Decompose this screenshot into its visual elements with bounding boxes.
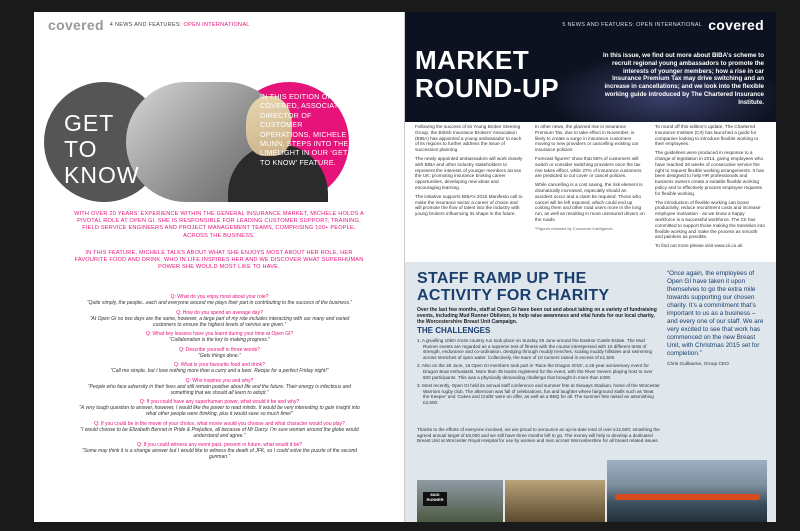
qa-list bbox=[78, 294, 361, 464]
paragraph: The introduction of flexible working can boost productivity, reduce recruitment costs and increase employee motivation - as we know a happy workforce is a successful workforce. The CII has committed to support those making the transition into flexible working and make the process as smooth and painless as possible. bbox=[655, 199, 765, 240]
paragraph: In other news, the planned rise in Insurance Premium Tax, due to take effect in November, is likely to create a surge in insurance customers moving to new providers or cancelling existing car insurance policies. bbox=[535, 124, 639, 153]
question: Q: If you could be in the movie of your choice, what movie would you choose and what character would you play? bbox=[94, 420, 345, 427]
column-1 bbox=[415, 124, 525, 252]
answer: “Quite simply, the people...each and everyone around me plays their part in contributing to the success of the business.” bbox=[86, 300, 353, 307]
quote-attribution: Chris Guillaume, Group CEO bbox=[667, 362, 729, 367]
question: Q: What do you enjoy most about your role? bbox=[170, 294, 269, 300]
answer: “Collaboration is the key to making progress.” bbox=[169, 337, 270, 344]
brand-logo: covered bbox=[708, 17, 764, 33]
paragraph: Following the success of its Young Broker Steering Group, the British Insurance Brokers’ Association (BIBA) has appointed a young ambassador to each of its regions to further address the issue of succession planning. bbox=[415, 124, 522, 153]
market-columns bbox=[415, 124, 765, 252]
paragraph: The initiative supports BIBA’s 2015 Manifesto call to make the insurance sector a career of choice and will promote the flow of talent into the industry with young brokers influencing its shape in the future. bbox=[415, 193, 523, 217]
charity-lead: Over the last few months, staff at Open GI have been out and about taking on a variety of fundraising events, including Mud Runner Oblivion, to help raise awareness and vital funds for our local charity, the Worcestershire Breast Unit Campaign. bbox=[417, 307, 657, 326]
get-to-know-banner bbox=[34, 82, 405, 202]
list-item: 2. Also on the 28 June, 16 Open GI members took part in ‘Race the Dragon 2015’, a 25-year anniversary event for Dragon Boat enthusiasts. More than 35 teams registered for the event, with the River Severn playing host to over 600 participants. This was a physically demanding challenge that brought in more than £300. bbox=[417, 363, 653, 380]
mud-runner-sign: MUD RUNNER bbox=[423, 492, 447, 506]
right-header bbox=[562, 17, 764, 33]
list-item: 3. Most recently, Open GI held its annual staff conference and summer fete at Sixways Stadium, home of the Worcester Warriors rugby club. The afternoon was full of celebrations, fun and laughter where fairground stalls such as ‘Beat the Keeper’ and ‘Cakes and Crafts’ were on offer, as well as a BBQ for all. The summer fete raised an astonishing £2,500. bbox=[417, 383, 660, 405]
question: Q: What key lessons have you learnt during your time at Open GI? bbox=[145, 331, 294, 337]
right-page bbox=[405, 12, 776, 522]
get-to-know-title: GET TO KNOW bbox=[64, 110, 140, 188]
running-head: 4 NEWS AND FEATURES: bbox=[109, 22, 184, 28]
market-intro: In this issue, we find out more about BIBA’s scheme to recruit regional young ambassadors to promote the interests of younger members; how a rise in car Insurance Premium Tax may drive switching and an increase in cancellations; and we look into the flexible working guide introduced by The Chartered Insurance Institute. bbox=[602, 52, 764, 106]
paragraph: While cancelling is a cost saving, the risk element is dramatically increased, especially should an accident occur and a claim be required. Those who cancel will be left exposed, which could end up costing them and other road users more in the long run, as well as resulting in more uninsured drivers on the roads. bbox=[535, 182, 645, 222]
paragraph: The newly appointed ambassadors will work closely with BIBA and other industry stakeholders to represent the interests of younger members across the UK; promoting insurance broking career opportunities, developing new ideas and encouraging learning. bbox=[415, 155, 523, 190]
column-3 bbox=[655, 124, 765, 252]
charity-section bbox=[405, 262, 776, 522]
paragraph: To round off this edition’s update, The Chartered Insurance Institute (CII) has launched a guide for companies looking to introduce flexible working to their employees. bbox=[655, 124, 759, 147]
running-head-section: OPEN INTERNATIONAL bbox=[183, 22, 250, 28]
paragraph: The guidelines were produced in response to a change of legislation in 2014, giving employees who have reached 26 weeks of consecutive service the right to request flexible working arrangements. It has been designed to help HR professionals and business owners create a suitable flexible working policy and to effectively process employee requests for flexible working. bbox=[655, 150, 764, 196]
answer: “People who face adversity in their lives and still remain positive about life and the future. Their energy is infectious and something that we should all learn to adopt.” bbox=[87, 383, 352, 396]
answer: “A very tough question to answer, however, I would like the power to read minds. It would be very interesting to gain insight into what other people were thinking, plus it would save so much time!” bbox=[79, 405, 360, 418]
left-header bbox=[48, 17, 250, 33]
quote-text: “Once again, the employees of Open GI have taken it upon themselves to go the extra mile towards supporting our chosen charity. It’s a commitment that’s important to us as a business – and every one of our staff. We are very excited to see that work has commenced on the new Breast Unit, with Christmas 2015 set for completion.” bbox=[667, 270, 764, 357]
charity-closing: Thanks to the efforts of everyone involved, we are proud to announce an up-to-date total of over £12,500; smashing the agreed annual target of £8,000 and we still have three months left to go. The money will help to develop a dedicated Breast Unit at Worcester Royal Hospital for use by women and men across Worcestershire for all breast related issues. bbox=[417, 427, 660, 444]
left-page bbox=[34, 12, 405, 522]
challenges-heading: THE CHALLENGES bbox=[417, 326, 491, 335]
question: Q: Describe yourself in three words? bbox=[179, 346, 260, 353]
answer: “Some may think it is a strange answer but I would like to witness the death of JFK, so I could solve the puzzle of the second gunman.” bbox=[81, 448, 358, 461]
answer: “Call me simple, but I love nothing more than a curry and a beer. Recipe for a perfect Friday night!” bbox=[110, 368, 329, 375]
paragraph: Forecast figures* show that 56% of customers will switch or consider switching providers once the tax rise takes effect, while 27% of insurance customers are predicted to cut cover or cancel policies. bbox=[535, 155, 642, 179]
feature-intro: IN THIS EDITION OF COVERED, ASSOCIATE DIRECTOR OF CUSTOMER OPERATIONS, MICHELE MUNN, STEPS INTO THE LIMELIGHT IN OUR ‘GET TO KNOW’ FEATURE. bbox=[260, 92, 349, 167]
dragon-boat bbox=[615, 494, 760, 500]
magazine-spread bbox=[34, 12, 776, 522]
question: Q: Who inspires you and why? bbox=[185, 377, 254, 384]
market-roundup-banner bbox=[405, 12, 776, 122]
lead-paragraph-2: IN THIS FEATURE, MICHELE TALKS ABOUT WHAT SHE ENJOYS MOST ABOUT HER ROLE, HER FAVOURITE FOOD AND DRINK, WHO IN LIFE INSPIRES HER AND WE DISCOVER WHAT SUPERHUMAN POWER SHE WOULD MOST LIKE TO HAVE. bbox=[74, 250, 364, 271]
answer: “I would choose to be Elizabeth Bennet in Pride & Prejudice, all because of Mr Darcy. I’m sure women around the globe would understand and agree.” bbox=[80, 426, 359, 439]
team-photo bbox=[505, 480, 605, 522]
charity-title: STAFF RAMP UP THE ACTIVITY FOR CHARITY bbox=[417, 270, 610, 304]
question: Q: How do you spend an average day? bbox=[176, 309, 263, 316]
question: Q: What is your favourite food and drink? bbox=[174, 362, 265, 368]
question: Q: If you could have any superhuman power, what would it be and why? bbox=[139, 399, 300, 405]
lead-paragraph-1: WITH OVER 20 YEARS’ EXPERIENCE WITHIN THE GENERAL INSURANCE MARKET, MICHELE HOLDS A PIVOTAL ROLE AT OPEN GI. SHE IS RESPONSIBLE FOR LEADING CUSTOMER SUPPORT, TRAINING, FIELD SERVICE ENGINEERS AND PROJECT MANAGEMENT TEAMS, COMPRISING 100+ PEOPLE, ACROSS THE BUSINESS. bbox=[74, 211, 364, 239]
column-2 bbox=[535, 124, 645, 252]
challenges-list bbox=[417, 338, 661, 409]
dragon-boat-photo bbox=[607, 460, 767, 522]
brand-logo: covered bbox=[48, 17, 104, 33]
question: Q: If you could witness any event past, present or future, what would it be? bbox=[136, 442, 303, 448]
list-item: 1. A gruelling 10km cross country run took place on Sunday 28 June around the Eastnor Castle Estate. The Mud Runner events are regarded as a supreme test of fitness with the course interspersed with 10 different tests of strength, endurance and co-ordination, dredging through muddy trenches, scaling muddy hillsides and swimming across stretches of open water. Collectively, the team of 10 runners raised in excess of £1,500. bbox=[417, 338, 653, 360]
running-head: 5 NEWS AND FEATURES: OPEN INTERNATIONAL bbox=[562, 22, 703, 28]
ceo-quote bbox=[667, 270, 767, 369]
footnote: *Figures released by Consumer Intelligence. bbox=[535, 225, 614, 231]
market-roundup-title: MARKET ROUND-UP bbox=[415, 45, 560, 103]
answer: “At Open GI no two days are the same, however, a large part of my role includes interacting with our many and varied customers to ensure the highest levels of service are given.” bbox=[89, 315, 350, 328]
answer: “Gets things done.” bbox=[198, 352, 241, 359]
cii-link-text: To find out more please visit www.cii.co.uk bbox=[655, 243, 743, 249]
